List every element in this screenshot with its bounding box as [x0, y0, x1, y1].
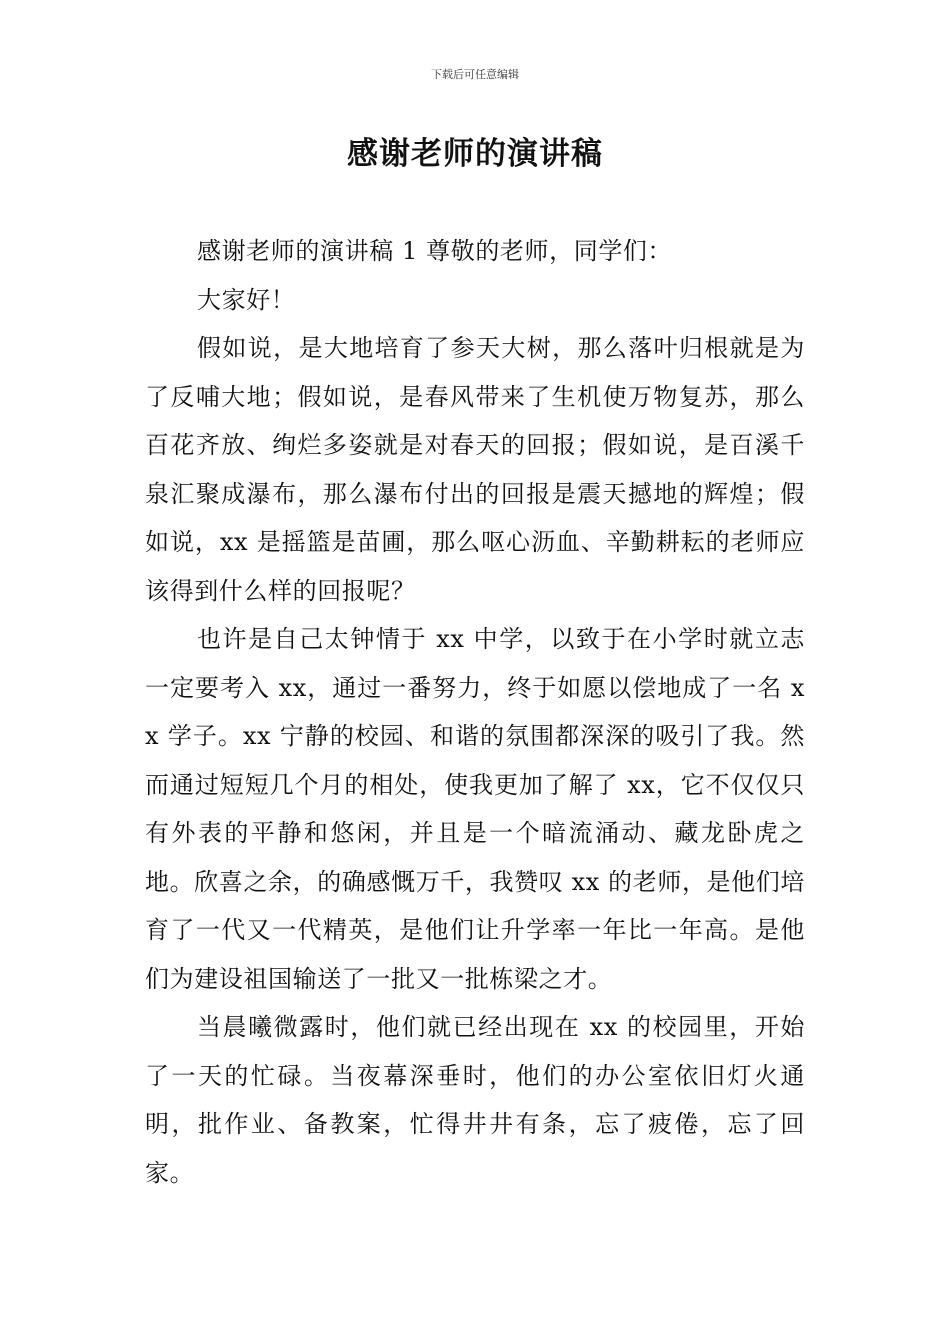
paragraph-hello: 大家好！	[197, 285, 296, 314]
page-title: 感谢老师的演讲稿	[347, 136, 603, 172]
paragraph-school: 也许是自己太钟情于 xx 中学，以致于在小学时就立志一定要考入 xx，通过一番努力，终于如愿以偿地成了一名 xx 学子。xx 宁静的校园、和谐的氛围都深深的吸引了我。然而通过短短几个月的相处，使我更加了解了 xx，它不仅仅只有外表的平静和悠闲，并且是一个暗流涌动、藏龙卧虎之地。欣喜之余，的确感慨万千，我赞叹 xx 的老师，是他们培育了一代又一代精英，是他们让升学率一年比一年高。是他们为建设祖国输送了一批又一批栋梁之才。	[145, 625, 805, 993]
paragraph-greeting-line: 感谢老师的演讲稿 1 尊敬的老师，同学们：	[197, 237, 673, 265]
document-body	[145, 227, 805, 1197]
paragraph-teachers-day: 当晨曦微露时，他们就已经出现在 xx 的校园里，开始了一天的忙碌。当夜幕深垂时，他们的办公室依旧灯火通明，批作业、备教案，忙得井井有条，忘了疲倦，忘了回家。	[145, 1013, 805, 1187]
header-note: 下载后可任意编辑	[431, 68, 519, 81]
paragraph-analogy: 假如说，是大地培育了参天大树，那么落叶归根就是为了反哺大地；假如说，是春风带来了生机使万物复苏，那么百花齐放、绚烂多姿就是对春天的回报；假如说，是百溪千泉汇聚成瀑布，那么瀑布付出的回报是震天撼地的辉煌；假如说，xx 是摇篮是苗圃，那么呕心沥血、辛勤耕耘的老师应该得到什么样的回报呢？	[145, 334, 805, 605]
